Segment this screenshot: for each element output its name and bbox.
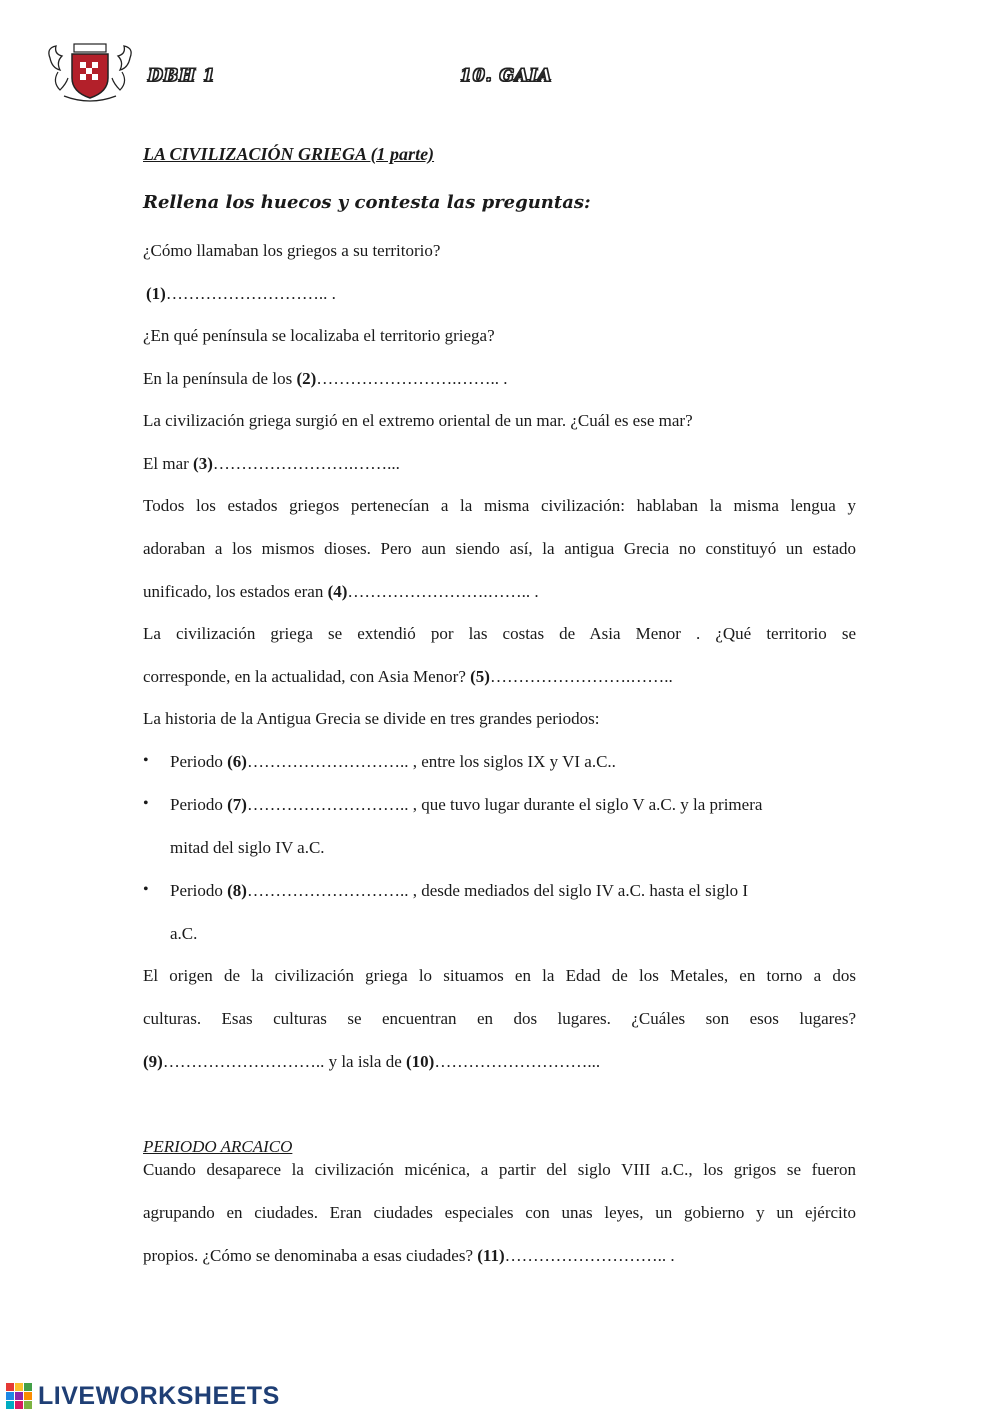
question-3: La civilización griega surgió en el extremo oriental de un mar. ¿Cuál es ese mar?	[143, 411, 693, 430]
blank-9[interactable]: ……………………….. y la isla de	[162, 1052, 406, 1071]
blank-number: (11)	[477, 1246, 505, 1265]
blank-number: (4)	[327, 582, 348, 601]
period-label: Periodo	[170, 795, 228, 814]
footer-brand-text: LIVEWORKSHEETS	[38, 1381, 280, 1410]
paragraph-states-line-1: Todos los estados griegos pertenecían a la misma civilización: hablaban la misma lengua y	[143, 496, 856, 515]
header-course: DBH 1	[148, 66, 216, 86]
paragraph-states-line-3	[143, 582, 539, 602]
answer-prefix: El mar	[143, 454, 194, 473]
blank-number: (7)	[227, 795, 247, 814]
answer-1	[146, 284, 336, 304]
blank-2[interactable]: …………………….…….. .	[316, 369, 508, 388]
blank-number: (6)	[227, 752, 247, 771]
period-item-7	[170, 795, 762, 815]
periods-intro: La historia de la Antigua Grecia se divide en tres grandes periodos:	[143, 709, 600, 728]
blank-number: (5)	[470, 667, 490, 686]
footer-brand	[6, 1380, 280, 1412]
answer-prefix: propios. ¿Cómo se denominaba a esas ciudades?	[143, 1246, 478, 1265]
blank-3[interactable]: …………………….……...	[212, 454, 400, 473]
paragraph-arcaico-line-2: agrupando en ciudades. Eran ciudades especiales con unas leyes, un gobierno y un ejército	[143, 1203, 856, 1222]
bullet-icon: •	[143, 881, 149, 898]
period-item-8-continued: a.C.	[170, 924, 198, 943]
blank-6[interactable]: ……………………….. , entre los siglos IX y VI a.C..	[246, 752, 616, 771]
period-label: Periodo	[170, 881, 228, 900]
blank-5[interactable]: …………………….……..	[489, 667, 673, 686]
blank-number: (2)	[296, 369, 317, 388]
period-item-7-continued: mitad del siglo IV a.C.	[170, 838, 325, 857]
blank-10[interactable]: ………………………...	[434, 1052, 601, 1071]
bullet-icon: •	[143, 795, 149, 812]
paragraph-origin-line-3	[143, 1052, 600, 1072]
page-title: LA CIVILIZACIÓN GRIEGA (1 parte)	[143, 144, 435, 164]
paragraph-origin-line-1: El origen de la civilización griega lo situamos en la Edad de los Metales, en torno a dos	[143, 966, 856, 985]
answer-3	[143, 454, 400, 474]
paragraph-arcaico-line-1: Cuando desaparece la civilización micénica, a partir del siglo VIII a.C., los grigos se fueron	[143, 1160, 856, 1179]
bullet-icon: •	[143, 752, 149, 769]
blank-11[interactable]: ……………………….. .	[504, 1246, 675, 1265]
answer-prefix: unificado, los estados eran	[143, 582, 328, 601]
blank-1[interactable]: ……………………….. .	[165, 284, 336, 303]
blank-number: (3)	[193, 454, 213, 473]
header-unit: 10. GAIA	[460, 66, 553, 86]
coat-of-arms-icon	[44, 38, 136, 106]
period-label: Periodo	[170, 752, 228, 771]
period-item-8	[170, 881, 748, 901]
paragraph-arcaico-line-3	[143, 1246, 675, 1266]
paragraph-asia-line-2	[143, 667, 673, 687]
blank-number: (8)	[227, 881, 247, 900]
liveworksheets-logo-icon	[6, 1383, 32, 1409]
blank-8[interactable]: ……………………….. , desde mediados del siglo IV a.C. hasta el siglo I	[246, 881, 749, 900]
blank-4[interactable]: …………………….…….. .	[347, 582, 539, 601]
paragraph-asia-line-1: La civilización griega se extendió por las costas de Asia Menor . ¿Qué territorio se	[143, 624, 856, 643]
period-item-6	[170, 752, 616, 772]
paragraph-origin-line-2: culturas. Esas culturas se encuentran en dos lugares. ¿Cuáles son esos lugares?	[143, 1009, 856, 1028]
blank-number: (10)	[406, 1052, 435, 1071]
question-2: ¿En qué península se localizaba el territorio griega?	[143, 326, 495, 345]
answer-2	[143, 369, 508, 389]
blank-number: (9)	[143, 1052, 163, 1071]
question-1: ¿Cómo llamaban los griegos a su territorio?	[143, 241, 441, 260]
answer-prefix: En la península de los	[143, 369, 297, 388]
answer-prefix: corresponde, en la actualidad, con Asia Menor?	[143, 667, 471, 686]
paragraph-states-line-2: adoraban a los mismos dioses. Pero aun siendo así, la antigua Grecia no constituyó un estado	[143, 539, 856, 558]
section-heading-arcaico: PERIODO ARCAICO	[143, 1137, 293, 1156]
blank-7[interactable]: ……………………….. , que tuvo lugar durante el siglo V a.C. y la primera	[246, 795, 763, 814]
instructions: Rellena los huecos y contesta las preguntas:	[143, 192, 591, 213]
blank-number: (1)	[146, 284, 166, 303]
